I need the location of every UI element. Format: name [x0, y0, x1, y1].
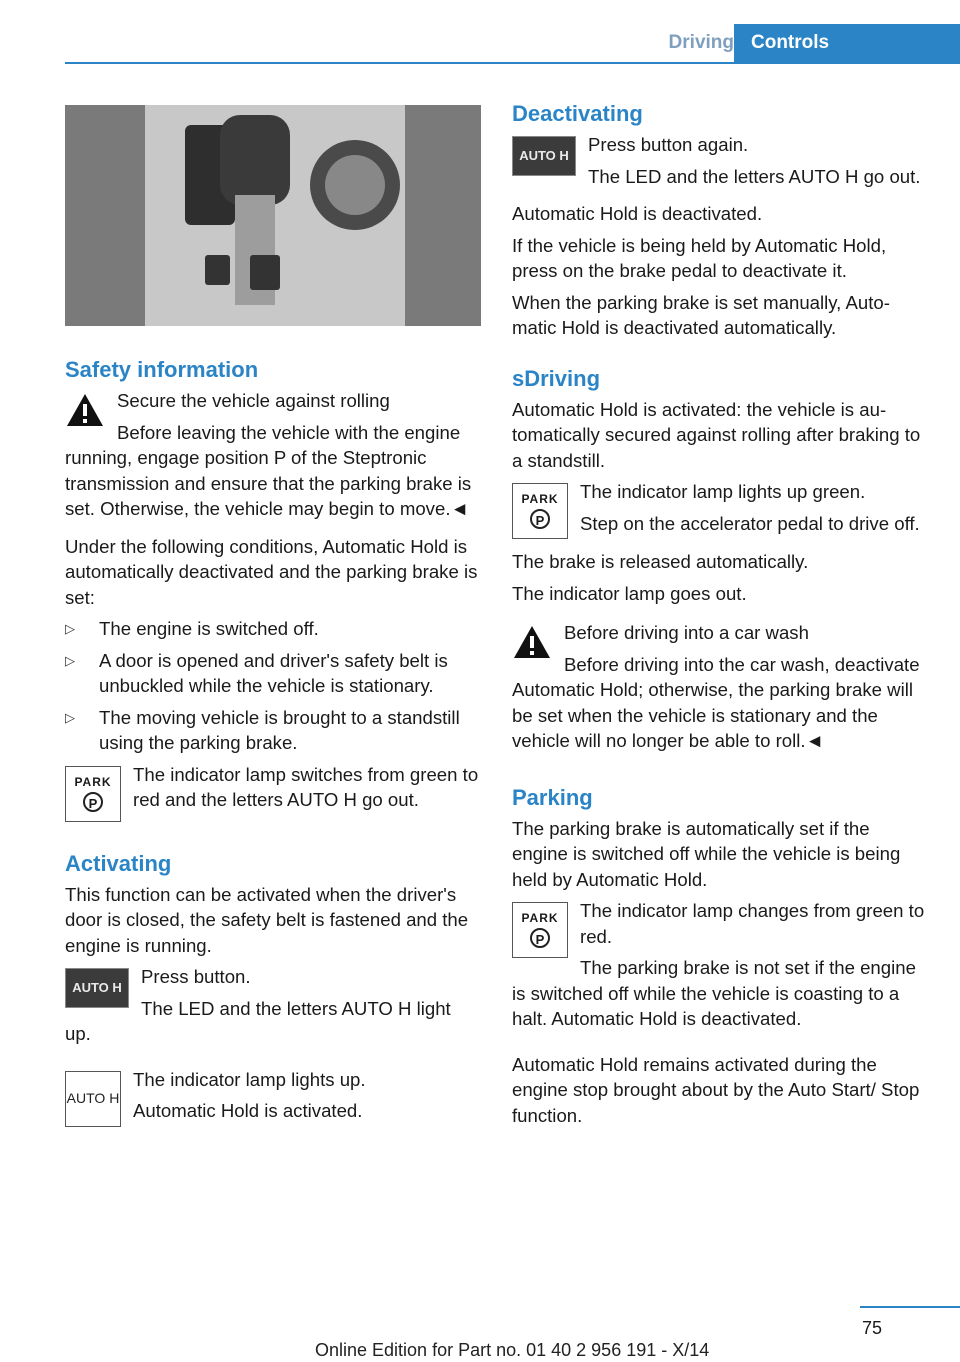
activating-lamp2: Automatic Hold is activated. [133, 1100, 363, 1121]
safety-heading: Safety information [65, 357, 259, 382]
sdriving-p1: The brake is released automatically. [512, 551, 809, 572]
page-header [65, 24, 960, 64]
activating-step2: The LED and the letters AUTO H light up. [65, 997, 451, 1044]
deactivating-p3: When the parking brake is set manually, Automatic Hold is deactivated automatically. [512, 291, 890, 338]
sdriving-heading: sDriving [512, 365, 601, 391]
activating-lamp1: The indicator lamp lights up. [133, 1068, 366, 1090]
conditions-list [65, 616, 481, 756]
park-indicator-icon: PARK P [512, 483, 568, 539]
console-illustration [65, 105, 481, 326]
parking-p1: Automatic Hold remains activated during the engine stop brought about by the Auto Start/ Stop function. [512, 1053, 920, 1126]
activating-intro: This function can be activated when the driver's door is closed, the safety belt is fastened and the engine is running. [65, 883, 469, 956]
deactivating-p2: If the vehicle is being held by Automatic Hold, press on the brake pedal to deactivate it. [512, 234, 887, 281]
sdriving-lamp1: The indicator lamp lights up green. [580, 481, 866, 502]
sdriving-intro: Automatic Hold is activated: the vehicle is automatically secured against rolling after braking to a standstill. [512, 398, 921, 471]
conditions-intro: Under the following conditions, Automatic Hold is automatically deactivated and the parking brake is set: [65, 535, 478, 608]
deactivating-p1: Automatic Hold is deactivated. [512, 203, 763, 224]
header-section: Driving [668, 32, 734, 53]
parking-heading: Parking [512, 784, 593, 810]
warning-icon [512, 624, 552, 667]
sdriving-p2: The indicator lamp goes out. [512, 582, 747, 604]
list-item: ▷ The engine is switched off. [65, 616, 481, 642]
deactivating-step1: Press button again. [588, 134, 749, 155]
list-item: ▷ The moving vehicle is brought to a standstill using the parking brake. [65, 705, 481, 756]
park-indicator-icon: PARK P [65, 766, 121, 822]
park-indicator-icon: PARK P [512, 902, 568, 958]
right-column [512, 100, 928, 1134]
parking-lamp1: The indicator lamp changes from green to red. [580, 900, 925, 947]
safety-warning-title: Secure the vehicle against rolling [117, 390, 390, 411]
left-column [65, 105, 481, 1137]
list-item: ▷ A door is opened and driver's safety belt is unbuckled while the vehicle is stationary. [65, 648, 481, 699]
header-chapter: Controls [734, 24, 960, 62]
safety-warning-text: Before leaving the vehicle with the engine running, engage position P of the Steptronic transmission and ensure that the parking brake is set. Otherwise, the vehicle may begin to move.◄ [65, 421, 472, 519]
activating-heading: Activating [65, 850, 172, 876]
autoh-button-icon: AUTO H [512, 136, 576, 176]
carwash-warning-text: Before driving into the car wash, deactivate Automatic Hold; otherwise, the parking brake will be set when the vehicle is stationary and the vehicle will no longer be able to roll.◄ [512, 653, 920, 751]
parking-intro: The parking brake is automatically set if the engine is switched off while the vehicle is being held by Automatic Hold. [512, 817, 901, 890]
autoh-button-icon: AUTO H [65, 968, 129, 1008]
activating-step1: Press button. [141, 966, 251, 987]
deactivating-heading: Deactivating [512, 101, 643, 126]
center-console-photo [65, 105, 481, 326]
indicator-switch-text: The indicator lamp switches from green to red and the letters AUTO H go out. [133, 763, 479, 810]
edition-note: Online Edition for Part no. 01 40 2 956 191 - X/14 [315, 1340, 710, 1360]
autoh-indicator-icon: AUTO H [65, 1071, 121, 1127]
carwash-warning-title: Before driving into a car wash [564, 622, 809, 643]
sdriving-lamp2: Step on the accelerator pedal to drive off. [580, 512, 920, 534]
parking-lamp2: The parking brake is not set if the engine is switched off while the vehicle is coasting to a halt. Automatic Hold is deactivated. [512, 957, 916, 1029]
page-number: 75 [862, 1318, 883, 1338]
deactivating-step2: The LED and the letters AUTO H go out. [588, 165, 921, 187]
warning-icon [65, 392, 105, 435]
